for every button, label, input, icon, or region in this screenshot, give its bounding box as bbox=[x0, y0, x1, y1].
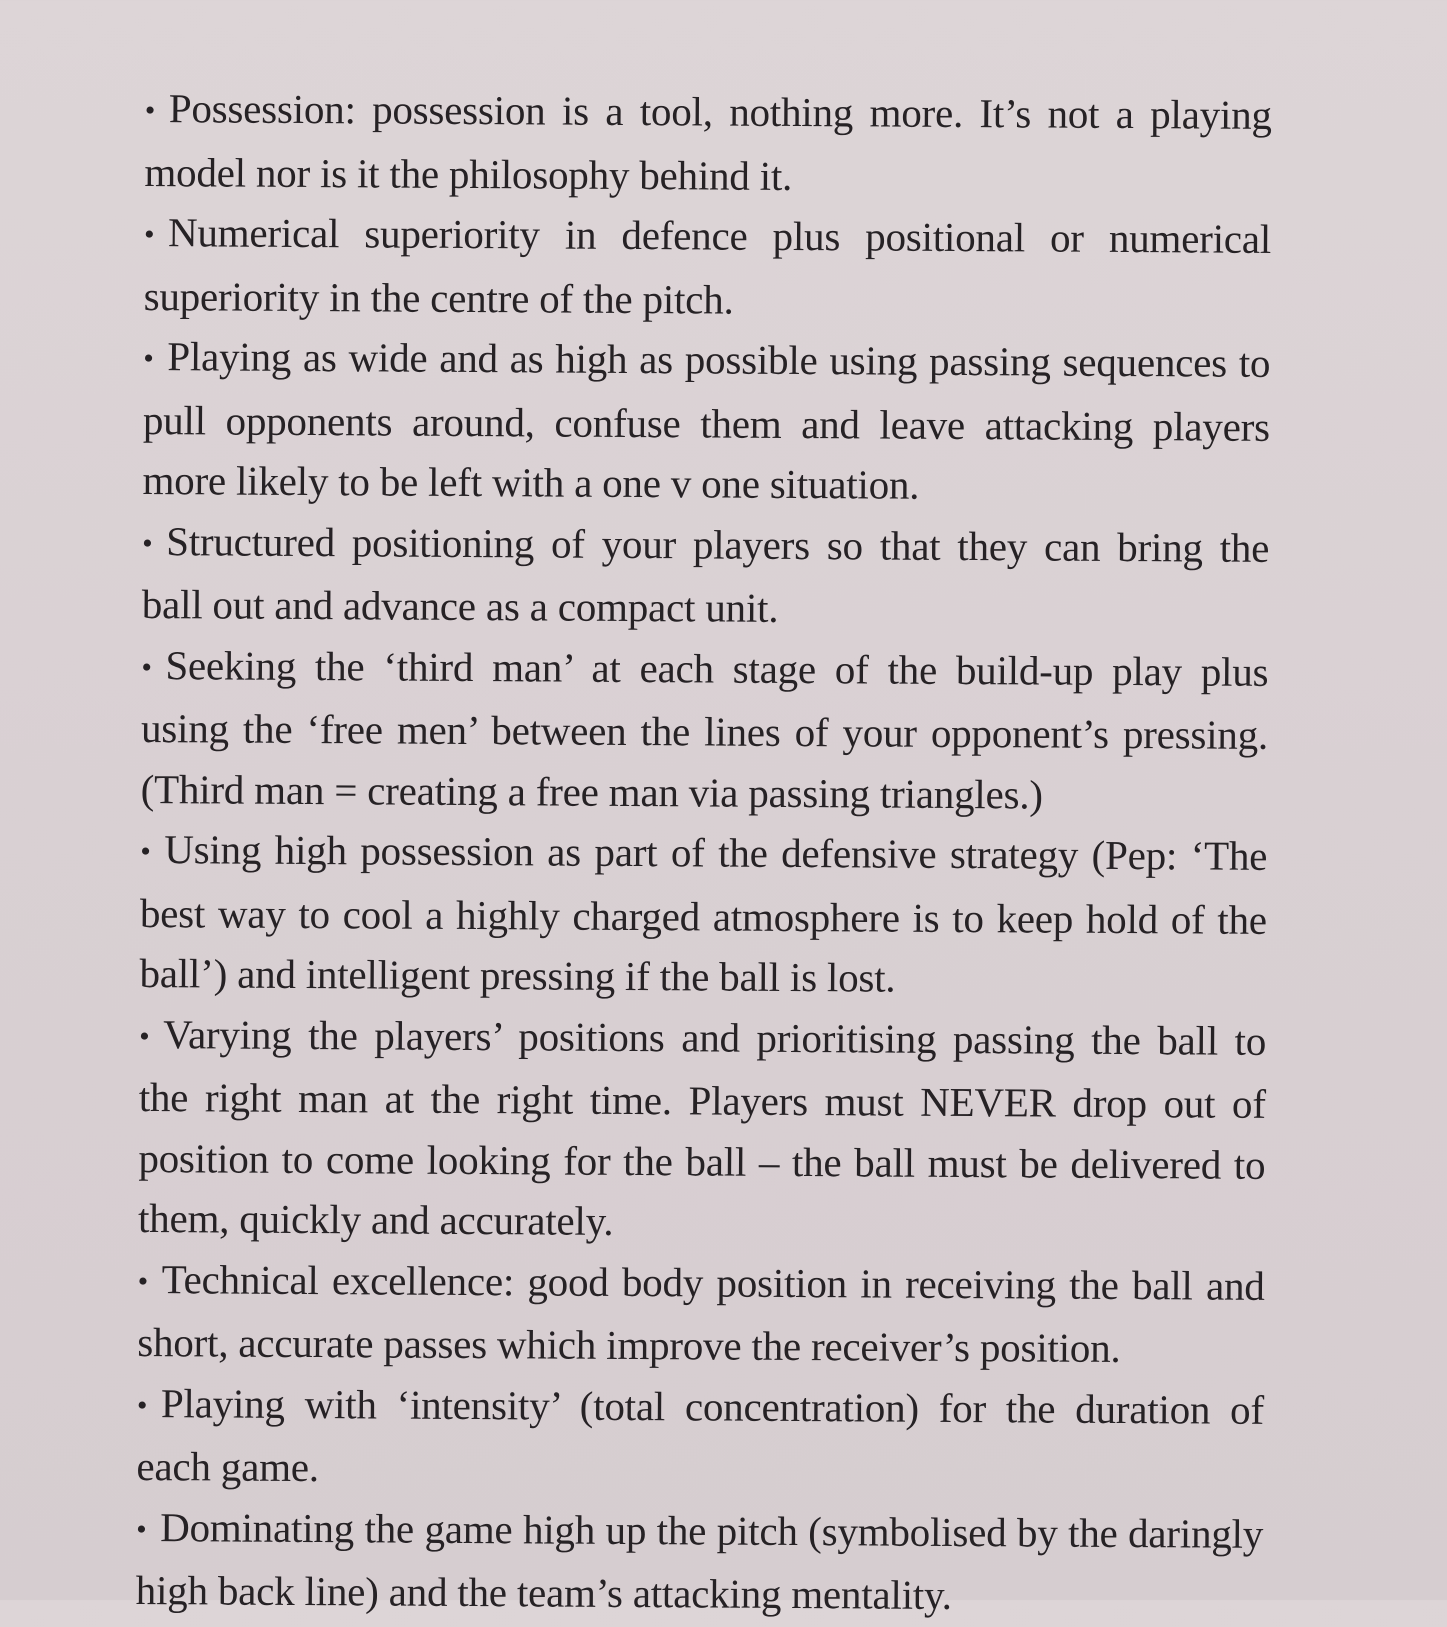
list-item bbox=[137, 1248, 1265, 1379]
list-item bbox=[142, 326, 1270, 517]
bullet-icon: • bbox=[139, 1019, 150, 1053]
list-item bbox=[136, 1496, 1264, 1627]
list-item bbox=[143, 202, 1271, 333]
bullet-icon: • bbox=[143, 217, 155, 252]
list-item-text: Playing with ‘intensity’ (total concentration) for the duration of each game. bbox=[136, 1379, 1265, 1491]
bullet-icon: • bbox=[144, 93, 156, 128]
list-item-text: Varying the players’ positions and prioritising passing the ball to the right man at the right time. Players must NEVER drop out of position to come looking for the ball – the ball must be delivered to them, quickly and accurately. bbox=[137, 1010, 1267, 1244]
bullet-icon: • bbox=[136, 1388, 148, 1422]
list-item bbox=[140, 634, 1268, 825]
bullet-icon: • bbox=[140, 834, 151, 869]
list-item bbox=[139, 819, 1267, 1010]
bullet-icon: • bbox=[136, 1512, 147, 1546]
list-item bbox=[144, 78, 1272, 209]
list-item-text: Technical excellence: good body position in receiving the ball and short, accurate passes which improve the receiver’s position. bbox=[137, 1255, 1265, 1371]
bullet-icon: • bbox=[141, 650, 152, 684]
bullet-icon: • bbox=[142, 526, 153, 560]
list-item-text: Structured positioning of your players so that they can bring the ball out and advance as a compact unit. bbox=[141, 517, 1270, 631]
list-item bbox=[138, 1003, 1266, 1255]
list-item-text: Dominating the game high up the pitch (symbolised by the daringly high back line) and the team’s attacking mentality. bbox=[135, 1503, 1264, 1618]
list-item bbox=[142, 510, 1270, 641]
bullet-icon: • bbox=[143, 341, 154, 376]
list-item bbox=[136, 1372, 1264, 1503]
list-item-text: Numerical superiority in defence plus positional or numerical superiority in the centre of the pitch. bbox=[143, 209, 1272, 323]
list-item-text: Using high possession as part of the defensive strategy (Pep: ‘The best way to cool a highly charged atmosphere is to keep hold of the ball’) and intelligent pressing if the ball is lost. bbox=[139, 826, 1268, 1001]
list-item-text: Playing as wide and as high as possible using passing sequences to pull opponents around, confuse them and leave attacking players more likely to be left with a one v one situation. bbox=[142, 333, 1271, 508]
list-item-text: Seeking the ‘third man’ at each stage of the build-up play plus using the ‘free men’ between the lines of your opponent’s pressing. (Third man = creating a free man via passing triangles.) bbox=[140, 641, 1269, 817]
list-item-text: Possession: possession is a tool, nothing more. It’s not a playing model nor is it the philosophy behind it. bbox=[144, 85, 1272, 199]
bullet-list bbox=[136, 78, 1272, 1627]
bullet-icon: • bbox=[137, 1264, 149, 1298]
